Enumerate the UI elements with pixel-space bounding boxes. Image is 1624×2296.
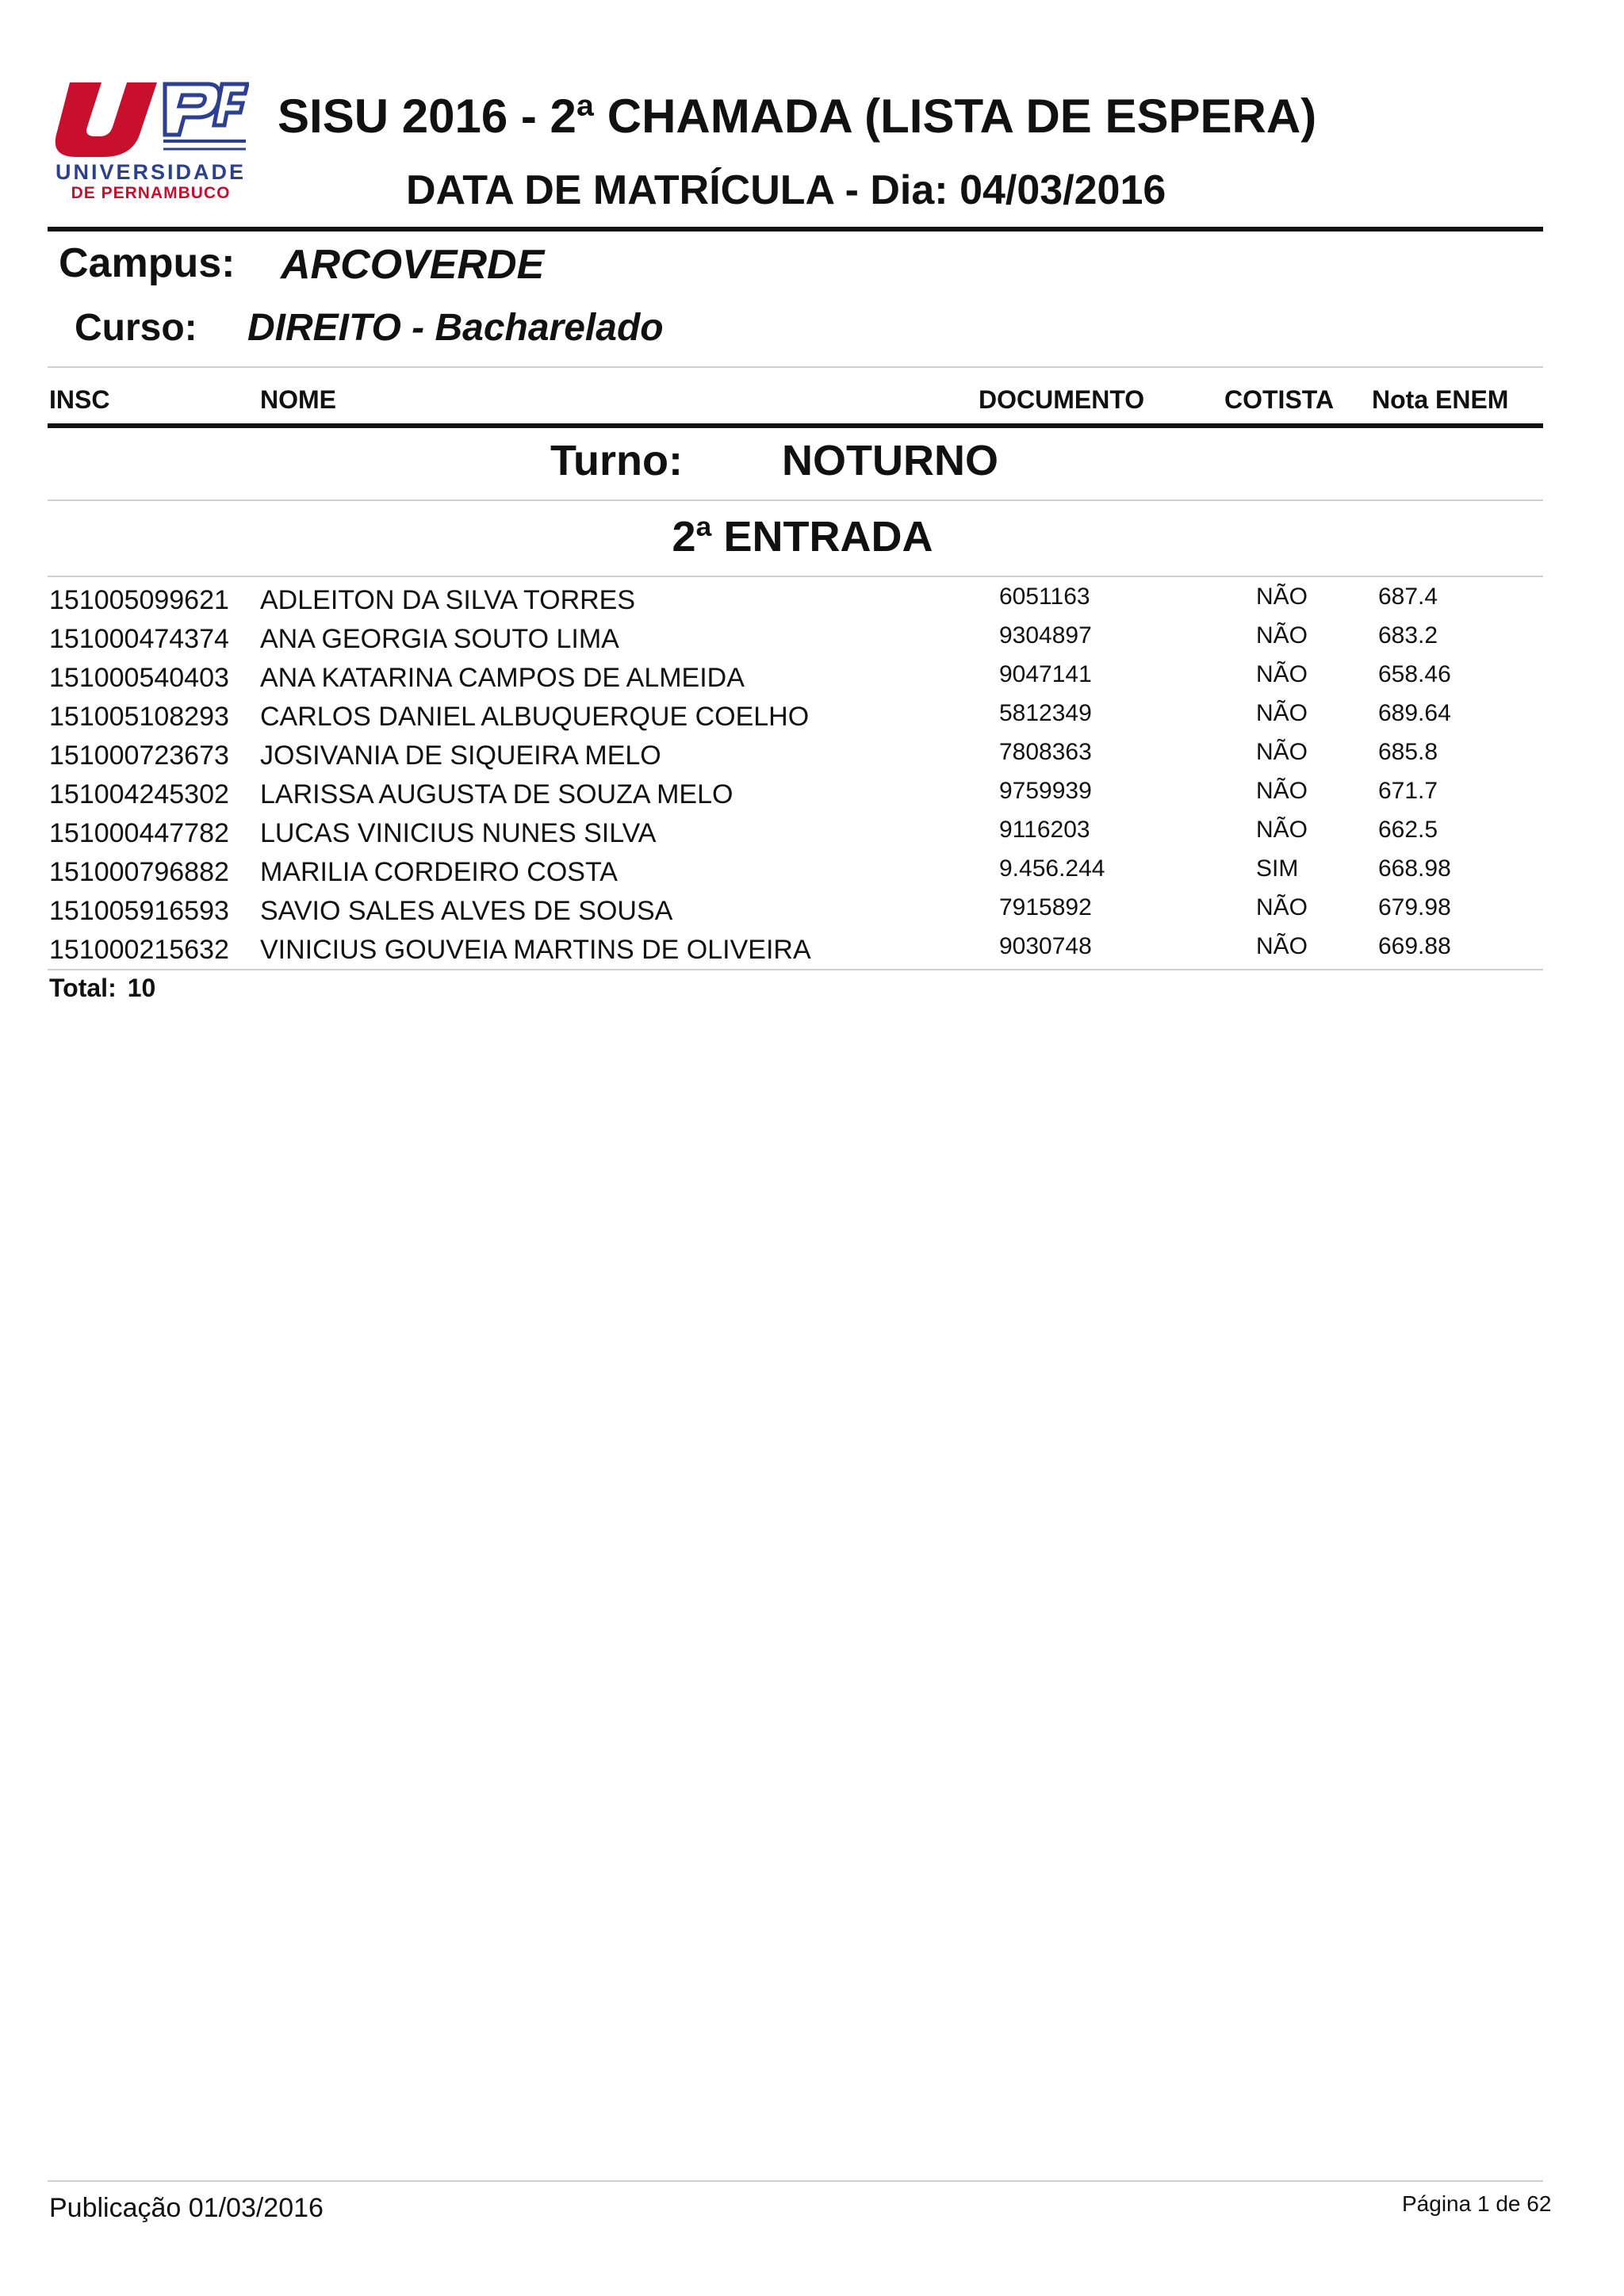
cell-cotista: NÃO xyxy=(1256,778,1308,804)
cell-nota: 671.7 xyxy=(1378,778,1438,804)
cell-nota: 662.5 xyxy=(1378,817,1438,843)
cell-cotista: NÃO xyxy=(1256,700,1308,726)
cell-documento: 9.456.244 xyxy=(999,855,1105,882)
entrada-divider xyxy=(48,576,1543,577)
cell-insc: 151005916593 xyxy=(49,896,229,926)
cell-documento: 6051163 xyxy=(999,584,1090,610)
cell-nome: ANA GEORGIA SOUTO LIMA xyxy=(260,624,619,654)
table-row xyxy=(0,695,1624,734)
cell-documento: 5812349 xyxy=(999,700,1092,726)
cell-insc: 151000540403 xyxy=(49,663,229,693)
cell-nome: MARILIA CORDEIRO COSTA xyxy=(260,857,618,887)
cell-documento: 7915892 xyxy=(999,894,1092,920)
table-row xyxy=(0,618,1624,656)
table-row xyxy=(0,890,1624,928)
cell-nome: ANA KATARINA CAMPOS DE ALMEIDA xyxy=(260,663,745,693)
page-number: Página 1 de 62 xyxy=(1402,2191,1552,2216)
cell-insc: 151005108293 xyxy=(49,702,229,732)
cell-nome: ADLEITON DA SILVA TORRES xyxy=(260,585,636,615)
table-header-divider xyxy=(48,423,1543,428)
cell-nome: LARISSA AUGUSTA DE SOUZA MELO xyxy=(260,779,733,809)
cell-insc: 151004245302 xyxy=(49,779,229,809)
turno-value: NOTURNO xyxy=(782,437,998,484)
turno-divider xyxy=(48,499,1543,501)
cell-nota: 669.88 xyxy=(1378,933,1451,959)
table-row xyxy=(0,773,1624,812)
page-subtitle: DATA DE MATRÍCULA - Dia: 04/03/2016 xyxy=(406,167,1166,213)
campus-value: ARCOVERDE xyxy=(281,242,545,288)
table-row xyxy=(0,734,1624,773)
logo-state-text: DE PERNAMBUCO xyxy=(71,184,231,202)
cell-nota: 689.64 xyxy=(1378,700,1451,726)
cell-cotista: NÃO xyxy=(1256,933,1308,959)
header-divider xyxy=(48,227,1543,232)
cell-nota: 687.4 xyxy=(1378,584,1438,610)
total-label: Total: xyxy=(49,974,117,1002)
cell-documento: 9759939 xyxy=(999,778,1092,804)
cell-documento: 9047141 xyxy=(999,661,1092,687)
cell-documento: 7808363 xyxy=(999,739,1092,765)
table-row xyxy=(0,812,1624,851)
cell-nota: 679.98 xyxy=(1378,894,1451,920)
cell-cotista: NÃO xyxy=(1256,584,1308,610)
cell-documento: 9304897 xyxy=(999,622,1092,649)
page-title: SISU 2016 - 2ª CHAMADA (LISTA DE ESPERA) xyxy=(278,90,1317,143)
course-divider xyxy=(48,366,1543,368)
table-row xyxy=(0,851,1624,890)
cell-cotista: NÃO xyxy=(1256,661,1308,687)
cell-nota: 683.2 xyxy=(1378,622,1438,649)
cell-nota: 658.46 xyxy=(1378,661,1451,687)
table-row xyxy=(0,928,1624,967)
column-header-insc: INSC xyxy=(49,385,110,414)
table-row xyxy=(0,656,1624,695)
cell-nome: VINICIUS GOUVEIA MARTINS DE OLIVEIRA xyxy=(260,935,811,965)
cell-cotista: NÃO xyxy=(1256,894,1308,920)
publication-date: Publicação 01/03/2016 xyxy=(49,2193,324,2223)
upe-logo-mark xyxy=(52,79,249,159)
table-row xyxy=(0,579,1624,618)
curso-label: Curso: xyxy=(75,307,197,349)
cell-nota: 685.8 xyxy=(1378,739,1438,765)
cell-cotista: NÃO xyxy=(1256,739,1308,765)
cell-nome: SAVIO SALES ALVES DE SOUSA xyxy=(260,896,673,926)
cell-insc: 151000723673 xyxy=(49,740,229,771)
logo-university-text: UNIVERSIDADE xyxy=(55,160,247,184)
turno-label: Turno: xyxy=(550,437,683,484)
cell-cotista: SIM xyxy=(1256,855,1299,882)
cell-nota: 668.98 xyxy=(1378,855,1451,882)
table-footer-divider xyxy=(48,969,1543,970)
cell-nome: LUCAS VINICIUS NUNES SILVA xyxy=(260,818,657,848)
footer-divider xyxy=(48,2180,1543,2182)
cell-nome: JOSIVANIA DE SIQUEIRA MELO xyxy=(260,740,661,771)
column-header-nome: NOME xyxy=(260,385,336,414)
total-value: 10 xyxy=(127,974,156,1002)
campus-label: Campus: xyxy=(59,240,236,286)
cell-documento: 9030748 xyxy=(999,933,1092,959)
cell-documento: 9116203 xyxy=(999,817,1090,843)
entrada-heading: 2ª ENTRADA xyxy=(672,513,933,561)
cell-insc: 151000796882 xyxy=(49,857,229,887)
column-header-nota: Nota ENEM xyxy=(1372,385,1509,414)
cell-cotista: NÃO xyxy=(1256,817,1308,843)
total-count xyxy=(49,974,155,1003)
cell-insc: 151000215632 xyxy=(49,935,229,965)
cell-nome: CARLOS DANIEL ALBUQUERQUE COELHO xyxy=(260,702,810,732)
upe-logo xyxy=(52,79,249,159)
column-header-documento: DOCUMENTO xyxy=(979,385,1145,414)
cell-insc: 151000447782 xyxy=(49,818,229,848)
cell-insc: 151005099621 xyxy=(49,585,229,615)
cell-insc: 151000474374 xyxy=(49,624,229,654)
cell-cotista: NÃO xyxy=(1256,622,1308,649)
column-header-cotista: COTISTA xyxy=(1224,385,1335,414)
curso-value: DIREITO - Bacharelado xyxy=(247,307,664,349)
